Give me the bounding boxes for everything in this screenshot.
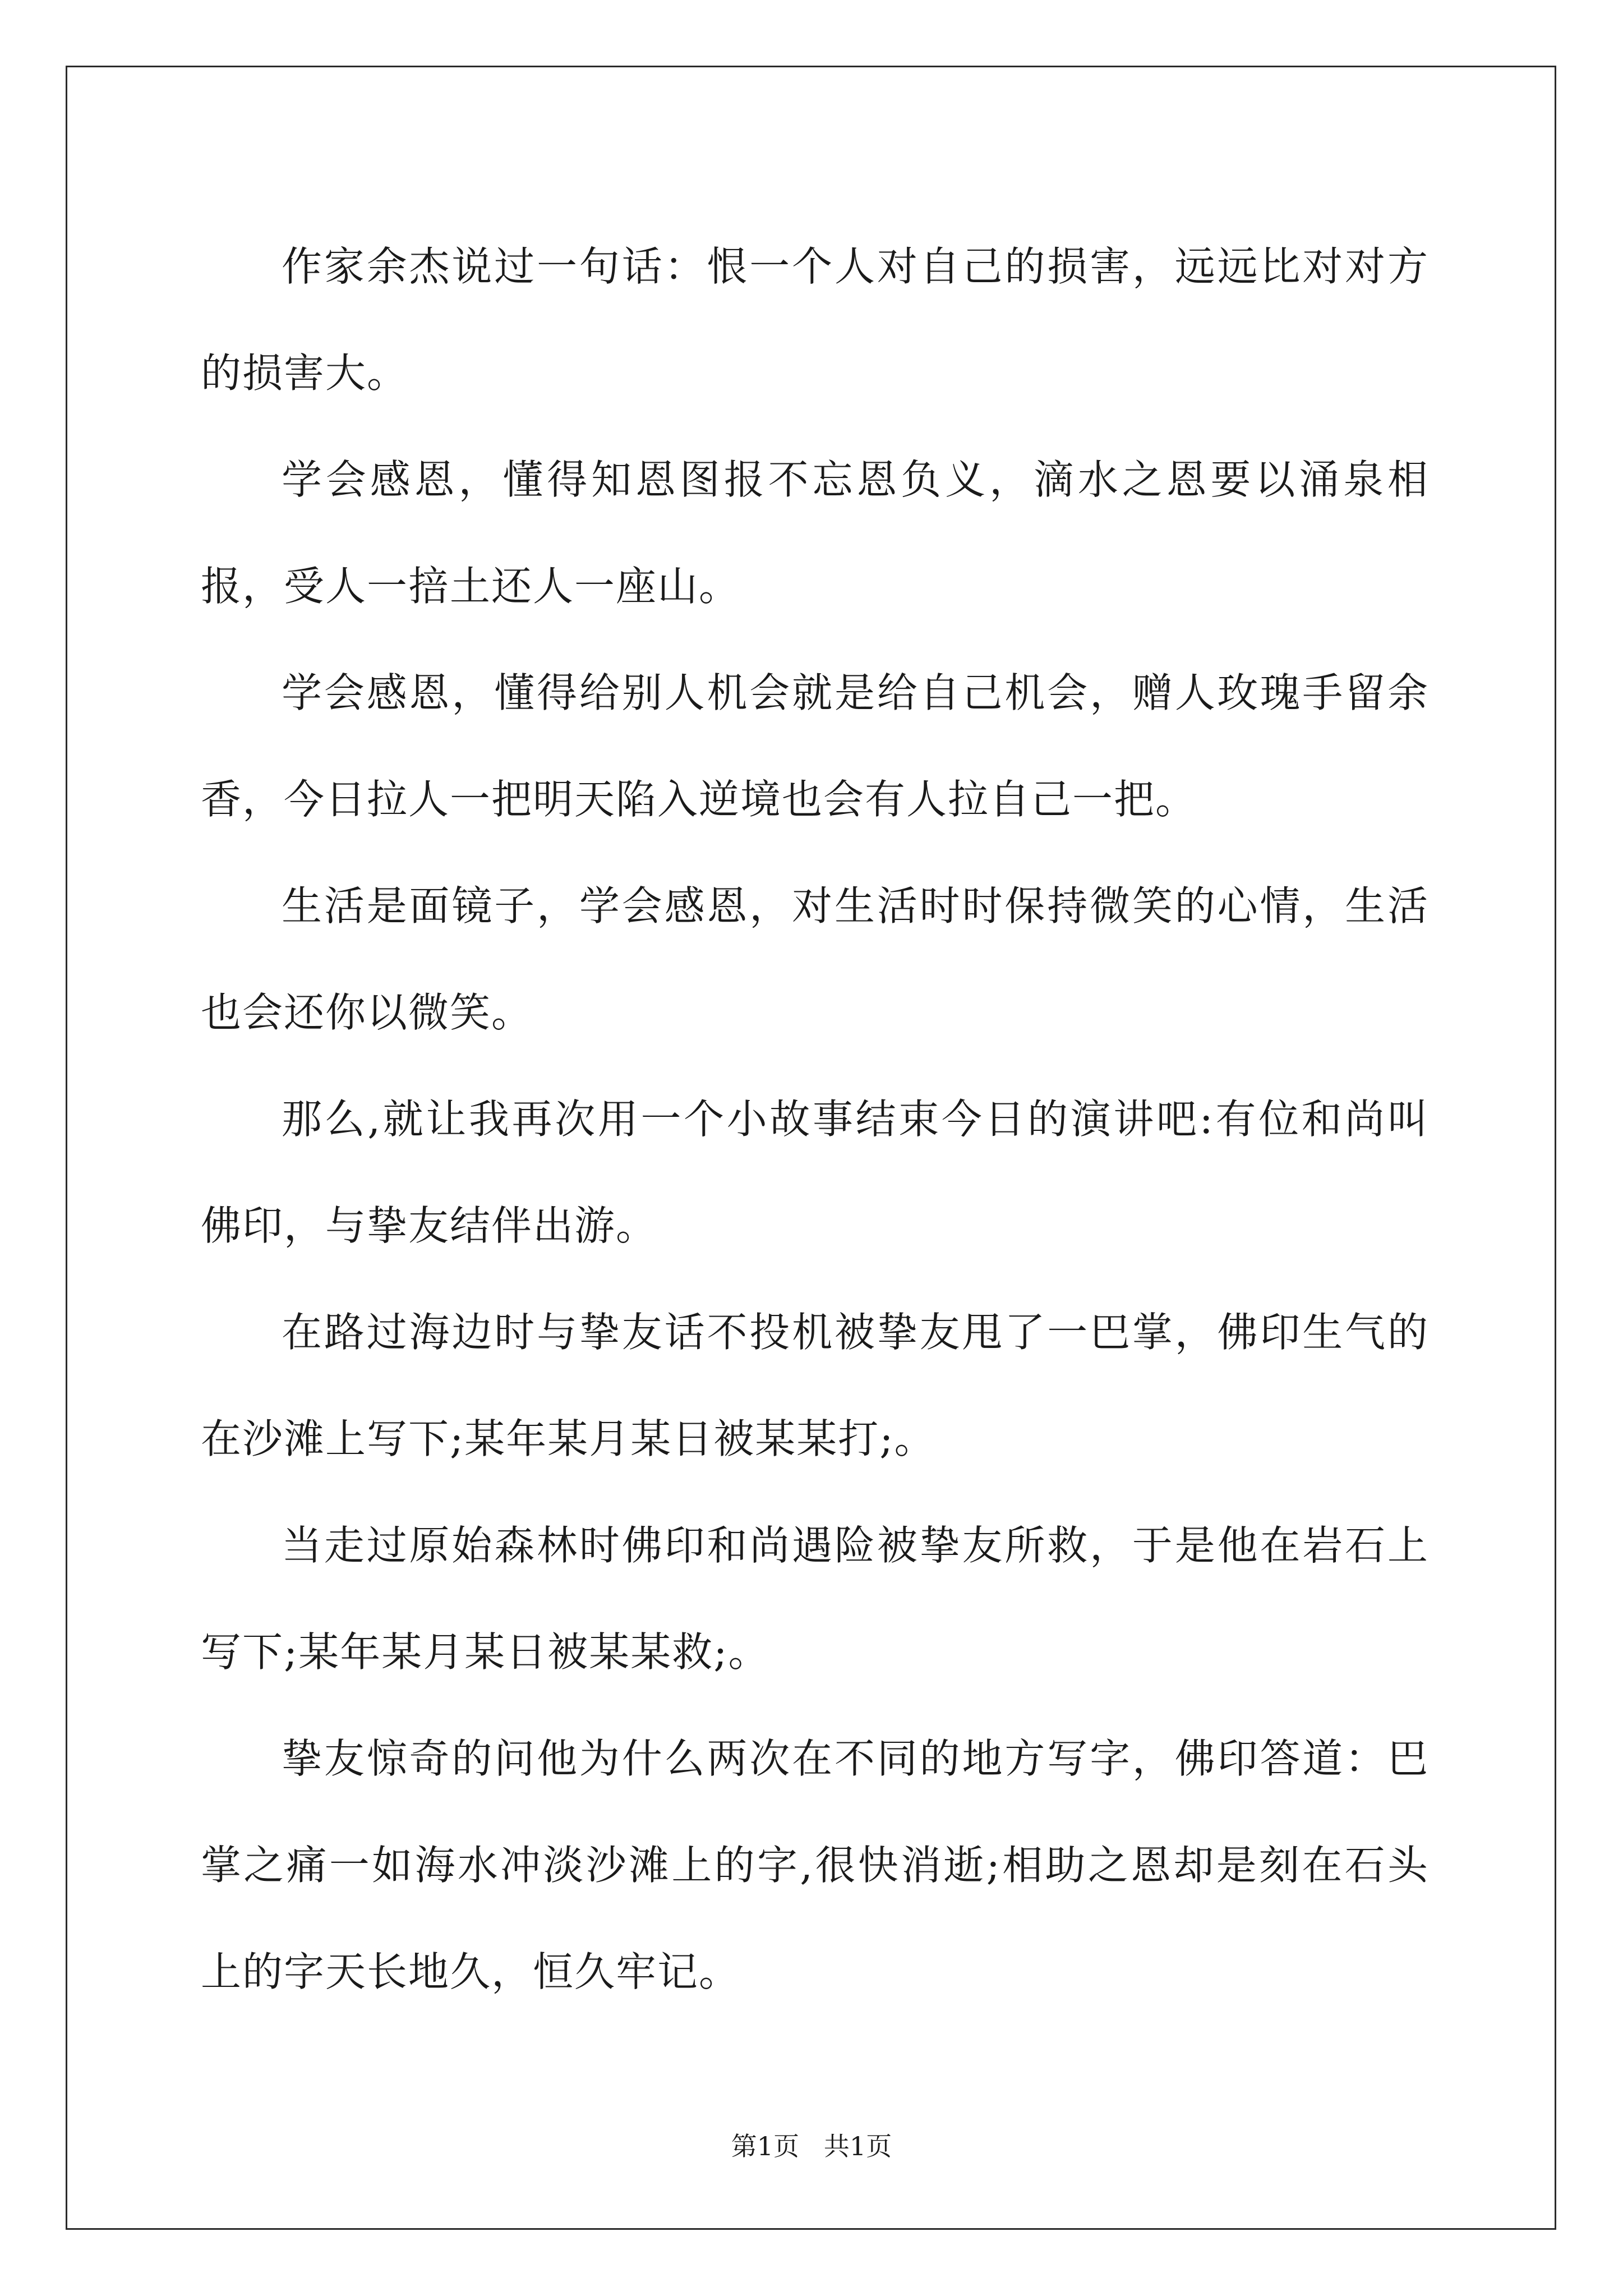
- page-number-footer: 第1页 共1页: [731, 2131, 892, 2161]
- paragraph: 学会感恩，懂得给别人机会就是给自己机会，赠人玫瑰手留余香，今日拉人一把明天陷入逆境也会有人拉自己一把。: [201, 669, 1429, 823]
- paragraph: 作家余杰说过一句话：恨一个人对自己的损害，远远比对对方的损害大。: [201, 243, 1429, 397]
- paragraph: 当走过原始森林时佛印和尚遇险被挚友所救，于是他在岩石上写下;某年某月某日被某某救;。: [201, 1522, 1429, 1676]
- paragraph: 那么,就让我再次用一个小故事结束今日的演讲吧:有位和尚叫佛印，与挚友结伴出游。: [201, 1096, 1429, 1249]
- paragraph: 学会感恩，懂得知恩图报不忘恩负义，滴水之恩要以涌泉相报，受人一掊土还人一座山。: [201, 456, 1429, 610]
- paragraph: 在路过海边时与挚友话不投机被挚友甩了一巴掌，佛印生气的在沙滩上写下;某年某月某日被某某打;。: [201, 1309, 1429, 1462]
- document-body: [201, 213, 1429, 2025]
- paragraph: 生活是面镜子，学会感恩，对生活时时保持微笑的心情，生活也会还你以微笑。: [201, 882, 1429, 1036]
- paragraph: 挚友惊奇的问他为什么两次在不同的地方写字，佛印答道：巴掌之痛一如海水冲淡沙滩上的字,很快消逝;相助之恩却是刻在石头上的字天长地久，恒久牢记。: [201, 1735, 1429, 1995]
